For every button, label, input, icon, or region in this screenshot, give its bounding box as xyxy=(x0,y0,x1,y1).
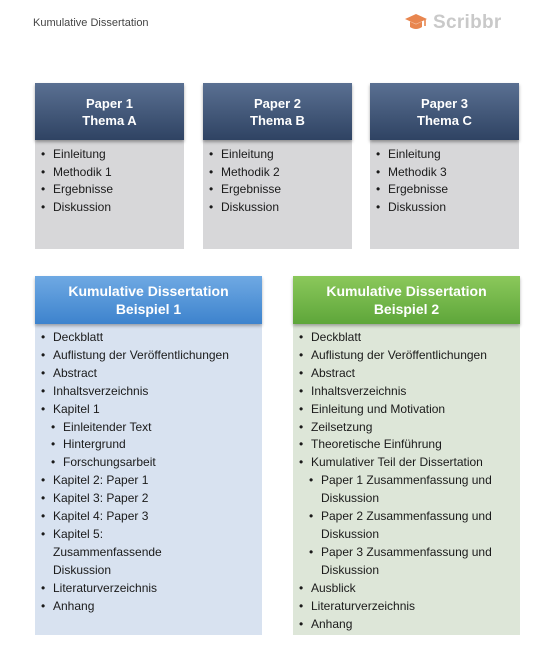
paper-2-title: Paper 2 xyxy=(254,95,301,111)
list-item: • Ergebnisse xyxy=(209,181,352,199)
example-1-subtitle: Beispiel 1 xyxy=(115,301,182,317)
paper-1-header xyxy=(35,83,184,140)
list-item: • Diskussion xyxy=(209,199,352,217)
paper-1-box xyxy=(35,83,184,249)
list-item: • Literaturverzeichnis xyxy=(299,598,520,616)
sub-list-item: • Paper 3 Zusammenfassung und Diskussion xyxy=(309,544,506,580)
list-item: • Methodik 2 xyxy=(209,164,352,182)
list-item: • Anhang xyxy=(299,616,520,634)
list-item: • Kapitel 4: Paper 3 xyxy=(41,508,262,526)
paper-2-theme: Thema B xyxy=(250,112,305,128)
sub-list-item: • Einleitender Text xyxy=(51,419,262,437)
sub-list-item: • Hintergrund xyxy=(51,436,262,454)
list-item: • Diskussion xyxy=(41,199,184,217)
list-item: • Kapitel 2: Paper 1 xyxy=(41,472,262,490)
list-item: • Abstract xyxy=(41,365,262,383)
paper-2-box xyxy=(203,83,352,249)
example-2-box xyxy=(293,276,520,635)
list-item: • Theoretische Einführung xyxy=(299,436,520,454)
list-item: • Methodik 1 xyxy=(41,164,184,182)
paper-2-list xyxy=(203,140,352,216)
list-item: • Kapitel 3: Paper 2 xyxy=(41,490,262,508)
list-item: • Ergebnisse xyxy=(41,181,184,199)
list-item: • Ergebnisse xyxy=(376,181,519,199)
paper-1-title: Paper 1 xyxy=(86,95,133,111)
sub-list-item: • Paper 1 Zusammenfassung und Diskussion xyxy=(309,472,506,508)
list-item: • Diskussion xyxy=(376,199,519,217)
paper-3-title: Paper 3 xyxy=(421,95,468,111)
list-item: • Einleitung und Motivation xyxy=(299,401,520,419)
sub-list-item: • Paper 2 Zusammenfassung und Diskussion xyxy=(309,508,506,544)
list-item: • Deckblatt xyxy=(299,329,520,347)
list-item: • Literaturverzeichnis xyxy=(41,580,262,598)
paper-3-theme: Thema C xyxy=(417,112,472,128)
paper-3-list xyxy=(370,140,519,216)
list-item: • Abstract xyxy=(299,365,520,383)
list-item: • Kumulativer Teil der Dissertation xyxy=(299,454,520,472)
list-item: • Ausblick xyxy=(299,580,520,598)
paper-1-theme: Thema A xyxy=(82,112,137,128)
sub-list-item: • Forschungsarbeit xyxy=(51,454,262,472)
example-1-list xyxy=(35,324,262,616)
example-2-header xyxy=(293,276,520,324)
list-item: • Einleitung xyxy=(41,146,184,164)
graduation-cap-icon xyxy=(404,12,428,34)
list-item: • Inhaltsverzeichnis xyxy=(299,383,520,401)
example-1-box xyxy=(35,276,262,635)
list-item: • Methodik 3 xyxy=(376,164,519,182)
logo-text: Scribbr xyxy=(433,12,502,33)
list-item: • Zeilsetzung xyxy=(299,419,520,437)
list-item: • Deckblatt xyxy=(41,329,262,347)
list-item: • Kapitel 5: Zusammenfassende Diskussion xyxy=(41,526,213,580)
list-item: • Einleitung xyxy=(209,146,352,164)
scribbr-logo xyxy=(404,12,502,34)
example-1-header xyxy=(35,276,262,324)
list-item: • Inhaltsverzeichnis xyxy=(41,383,262,401)
list-item: • Einleitung xyxy=(376,146,519,164)
example-2-subtitle: Beispiel 2 xyxy=(373,301,440,317)
list-item: • Auflistung der Veröffentlichungen xyxy=(41,347,262,365)
example-2-list xyxy=(293,324,520,633)
list-item: • Kapitel 1 xyxy=(41,401,262,419)
list-item: • Auflistung der Veröffentlichungen xyxy=(299,347,520,365)
paper-1-list xyxy=(35,140,184,216)
paper-3-box xyxy=(370,83,519,249)
example-1-title: Kumulative Dissertation xyxy=(68,283,229,299)
paper-3-header xyxy=(370,83,519,140)
example-2-title: Kumulative Dissertation xyxy=(326,283,487,299)
page-title: Kumulative Dissertation xyxy=(33,17,149,29)
list-item: • Anhang xyxy=(41,598,262,616)
paper-2-header xyxy=(203,83,352,140)
